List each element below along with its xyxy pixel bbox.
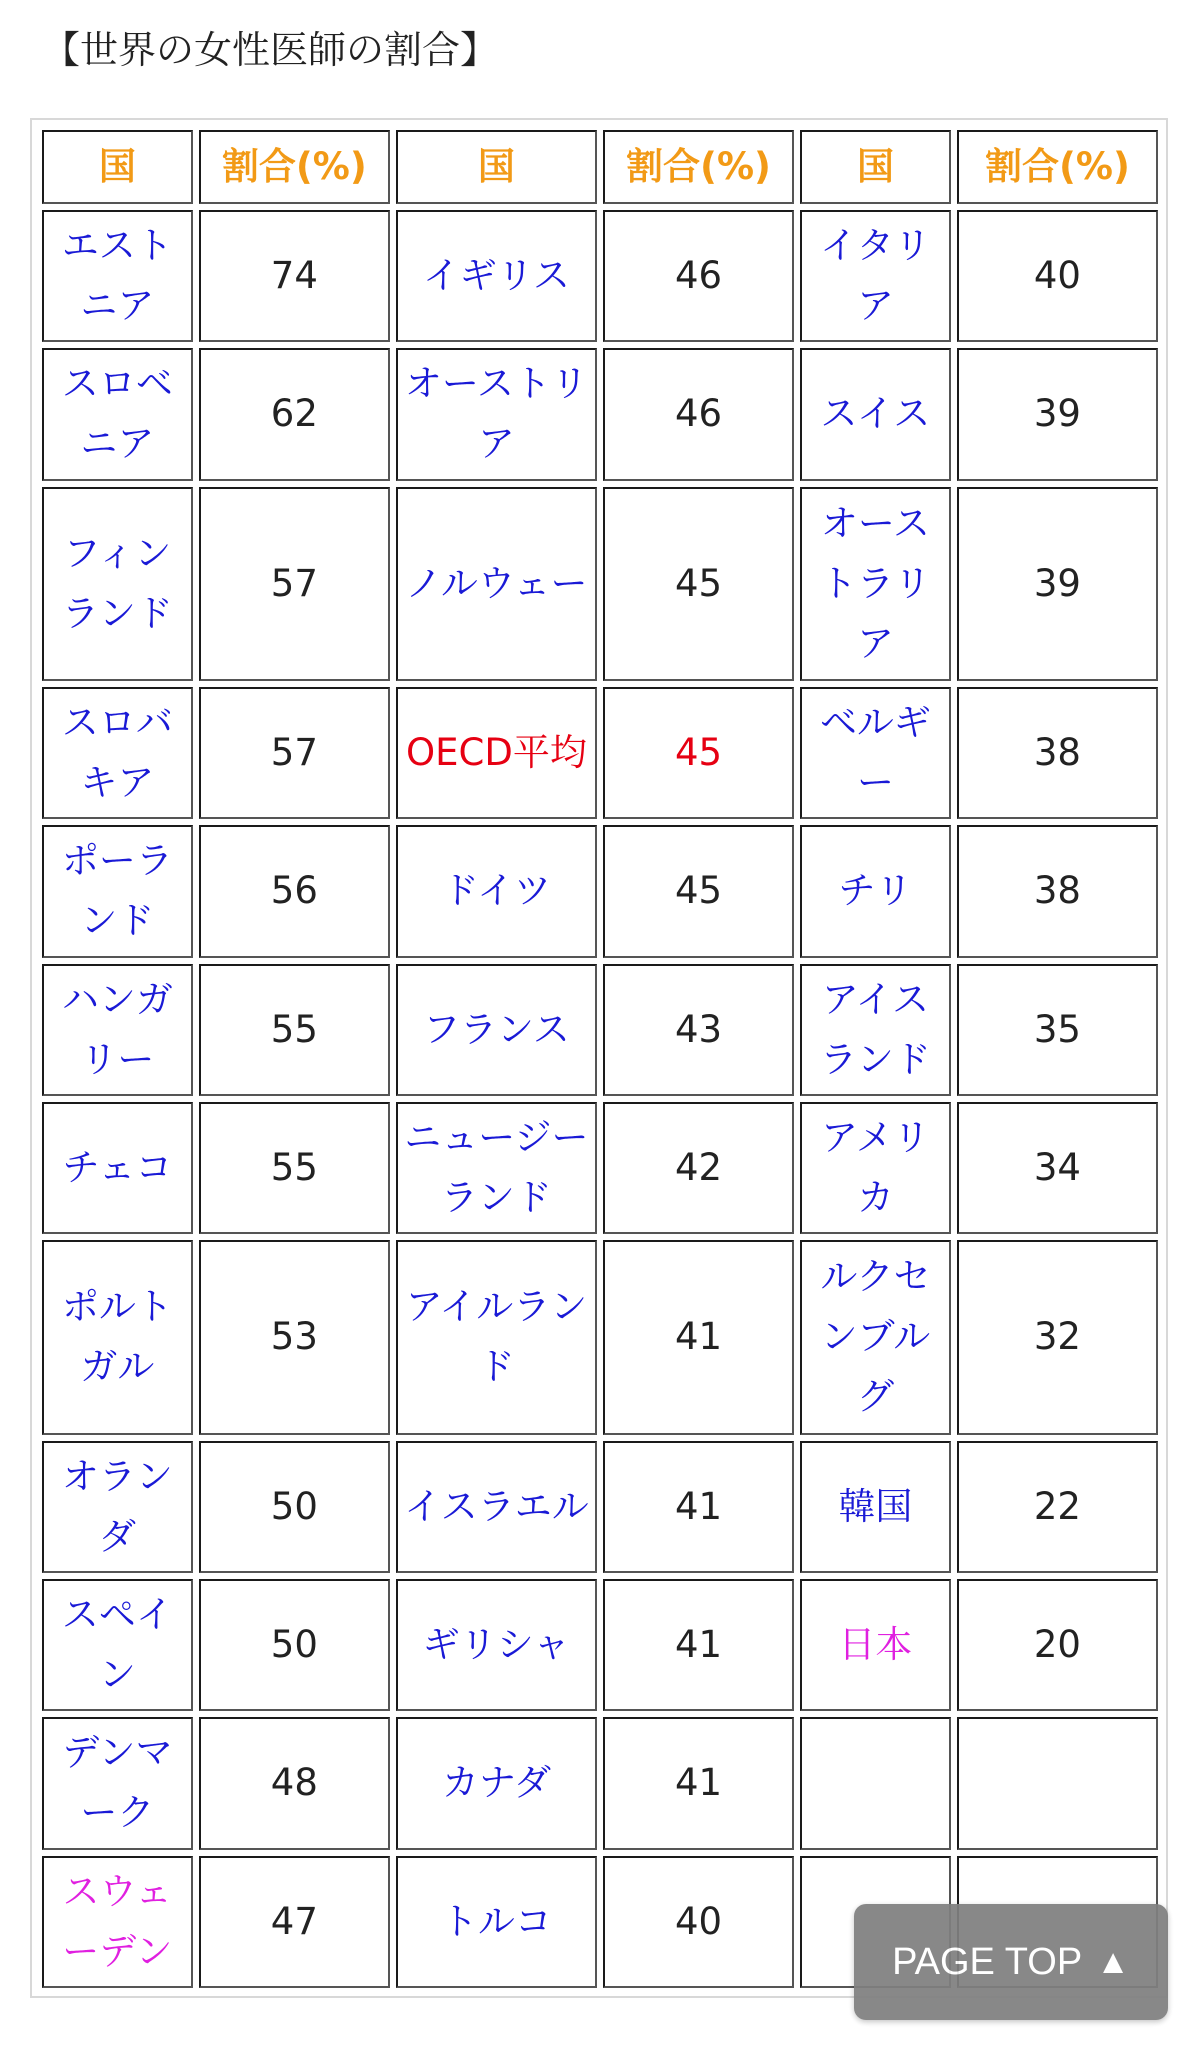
ratio-cell: 40 [603,1856,794,1988]
country-cell[interactable]: 韓国 [800,1441,951,1573]
table-row [42,487,1158,681]
ratio-cell: 35 [957,964,1158,1096]
country-cell[interactable]: オーストラリア [800,487,951,681]
country-cell[interactable]: ドイツ [396,825,597,957]
ratio-cell: 41 [603,1240,794,1434]
ratio-cell: 57 [199,487,390,681]
ratio-cell: 57 [199,687,390,819]
sweden-cell: スウェーデン [42,1856,193,1988]
ratio-cell: 43 [603,964,794,1096]
ratio-cell: 39 [957,348,1158,480]
country-cell[interactable]: アイスランド [800,964,951,1096]
country-cell[interactable]: ギリシャ [396,1579,597,1711]
ratio-cell: 39 [957,487,1158,681]
country-cell[interactable]: スイス [800,348,951,480]
country-cell[interactable]: スロバキア [42,687,193,819]
table-row [42,348,1158,480]
table-row [42,964,1158,1096]
header-ratio-1: 割合(%) [199,130,390,204]
ratio-cell: 56 [199,825,390,957]
country-cell[interactable]: イスラエル [396,1441,597,1573]
ratio-cell: 53 [199,1240,390,1434]
country-cell[interactable]: イギリス [396,210,597,342]
page-title: 【世界の女性医師の割合】 [42,28,499,72]
table-row [42,1717,1158,1849]
country-cell[interactable]: ベルギー [800,687,951,819]
page-top-label: PAGE TOP [892,1940,1083,1983]
header-country-2: 国 [396,130,597,204]
ratio-cell: 55 [199,1102,390,1234]
empty-cell [800,1717,951,1849]
ratio-cell: 20 [957,1579,1158,1711]
country-cell[interactable]: ポルトガル [42,1240,193,1434]
table-row [42,1441,1158,1573]
ratio-cell: 32 [957,1240,1158,1434]
country-cell[interactable]: ノルウェー [396,487,597,681]
ratio-cell: 34 [957,1102,1158,1234]
table-row [42,1102,1158,1234]
country-cell[interactable]: イタリア [800,210,951,342]
country-cell[interactable]: ルクセンブルグ [800,1240,951,1434]
country-cell[interactable]: ニュージーランド [396,1102,597,1234]
female-doctor-ratio-table [36,124,1164,1994]
country-cell[interactable]: チェコ [42,1102,193,1234]
country-cell[interactable]: フランス [396,964,597,1096]
empty-cell [957,1717,1158,1849]
ratio-cell: 62 [199,348,390,480]
ratio-cell: 38 [957,687,1158,819]
header-ratio-3: 割合(%) [957,130,1158,204]
page-top-button[interactable] [854,1904,1168,2020]
oecd-average-cell: OECD平均 [396,687,597,819]
table-row [42,210,1158,342]
country-cell[interactable]: エストニア [42,210,193,342]
japan-cell: 日本 [800,1579,951,1711]
ratio-cell: 40 [957,210,1158,342]
country-cell[interactable]: デンマーク [42,1717,193,1849]
header-country-3: 国 [800,130,951,204]
ratio-cell: 46 [603,348,794,480]
table-row [42,1240,1158,1434]
header-country-1: 国 [42,130,193,204]
ratio-cell: 41 [603,1441,794,1573]
country-cell[interactable]: オランダ [42,1441,193,1573]
ratio-cell: 22 [957,1441,1158,1573]
ratio-cell: 42 [603,1102,794,1234]
ratio-cell: 46 [603,210,794,342]
country-cell[interactable]: ハンガリー [42,964,193,1096]
ratio-cell: 50 [199,1579,390,1711]
country-cell[interactable]: スペイン [42,1579,193,1711]
country-cell[interactable]: スロベニア [42,348,193,480]
triangle-up-icon: ▲ [1096,1942,1130,1981]
table-row [42,1579,1158,1711]
ratio-cell: 48 [199,1717,390,1849]
header-ratio-2: 割合(%) [603,130,794,204]
ratio-cell: 55 [199,964,390,1096]
country-cell[interactable]: チリ [800,825,951,957]
ratio-cell: 41 [603,1579,794,1711]
table-header-row [42,130,1158,204]
ratio-cell: 41 [603,1717,794,1849]
country-cell[interactable]: アメリカ [800,1102,951,1234]
country-cell[interactable]: フィンランド [42,487,193,681]
ratio-cell: 45 [603,825,794,957]
ratio-cell: 38 [957,825,1158,957]
ratio-cell: 47 [199,1856,390,1988]
country-cell[interactable]: アイルランド [396,1240,597,1434]
oecd-average-ratio-cell: 45 [603,687,794,819]
country-cell[interactable]: カナダ [396,1717,597,1849]
ratio-cell: 50 [199,1441,390,1573]
ratio-cell: 74 [199,210,390,342]
table-row [42,825,1158,957]
table-row [42,687,1158,819]
country-cell[interactable]: オーストリア [396,348,597,480]
country-cell[interactable]: トルコ [396,1856,597,1988]
ratio-cell: 45 [603,487,794,681]
country-cell[interactable]: ポーランド [42,825,193,957]
